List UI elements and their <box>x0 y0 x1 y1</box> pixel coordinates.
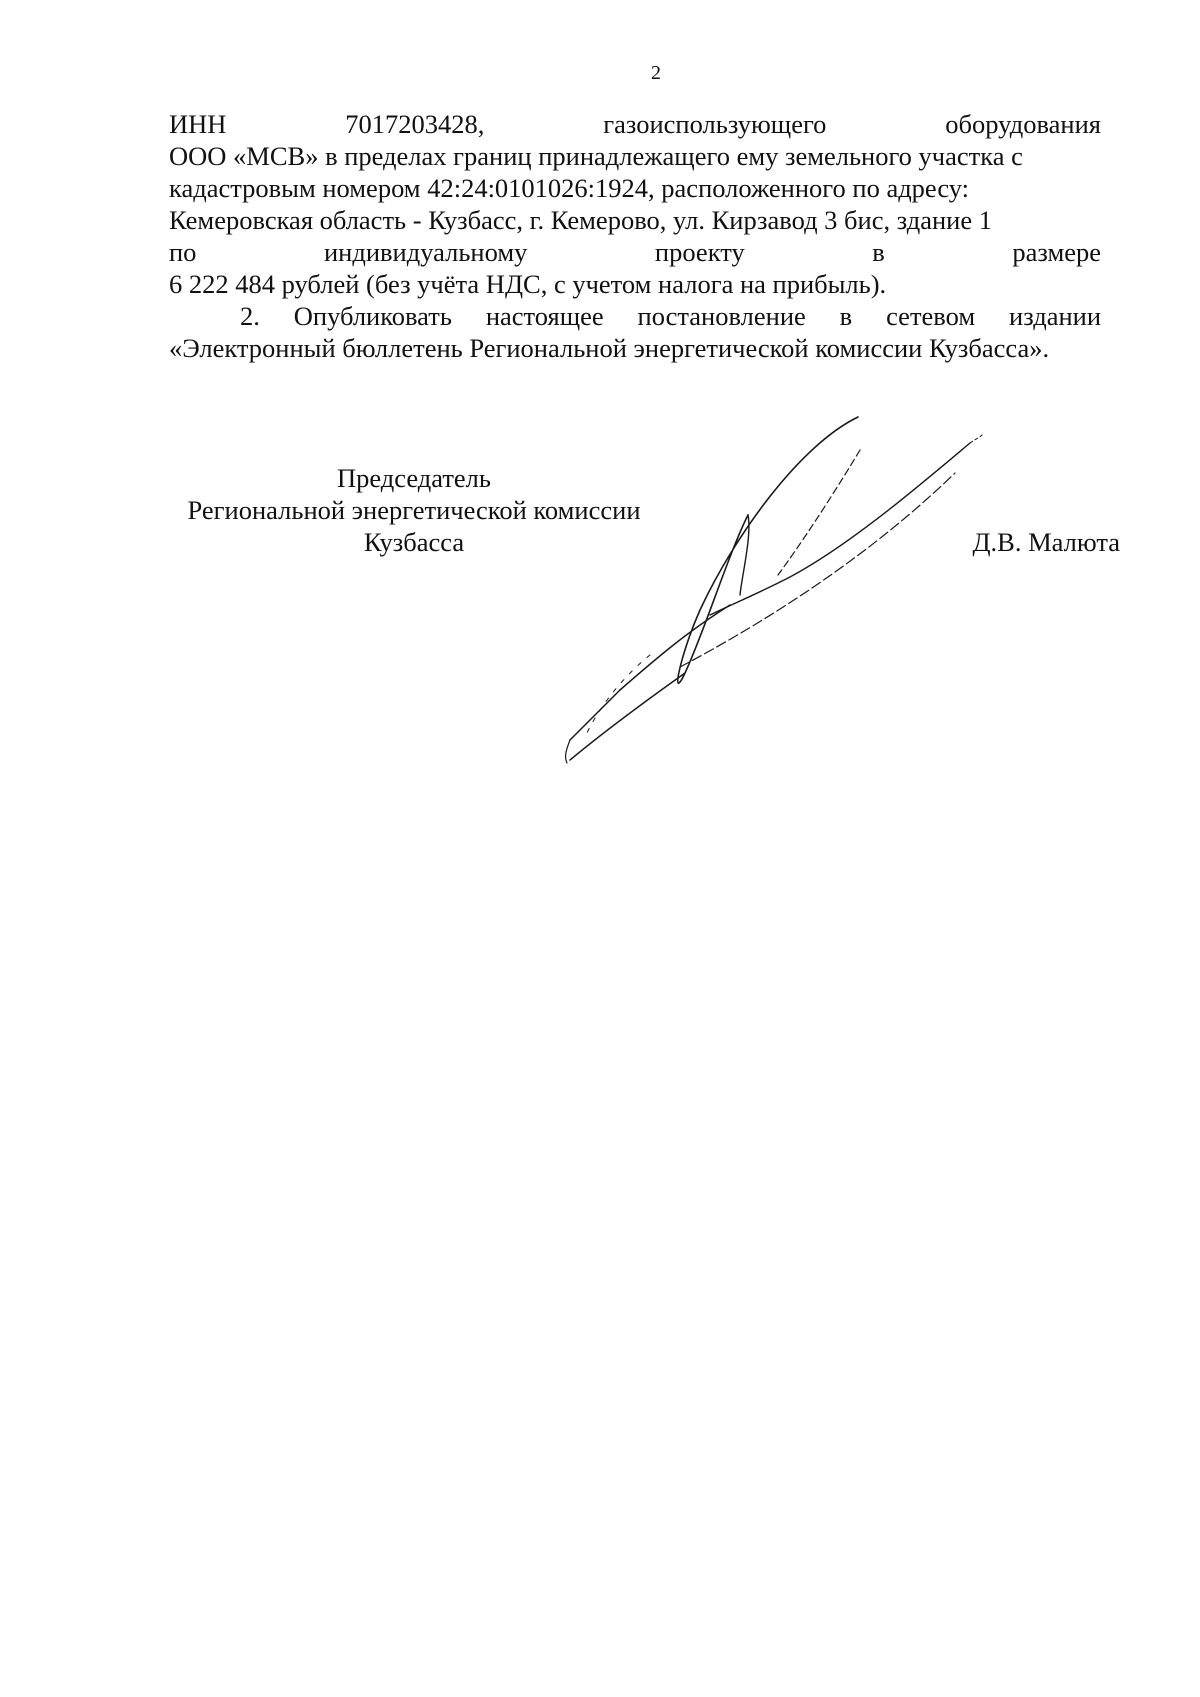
word-project: проекту <box>654 237 745 267</box>
paragraph-2: 2. Опубликовать настоящее постановление в сетевом издании «Электронный бюллетень Региональной энергетической комиссии Кузбасса». <box>169 301 1101 363</box>
text-line-spread <box>169 236 1101 268</box>
word-po: по <box>169 237 197 267</box>
signatory-title-line-3: Кузбасса <box>363 527 465 557</box>
text-line-content: Кемеровская область - Кузбасс, г. Кемерово, ул. Кирзавод 3 бис, здание 1 <box>169 205 992 235</box>
paragraph-1 <box>169 108 1101 300</box>
page-number: 2 <box>651 62 661 84</box>
text-line-content: ООО «МСВ» в пределах границ принадлежащего ему земельного участка с <box>169 141 1023 171</box>
text-line <box>169 172 1101 204</box>
word-v: в <box>872 237 885 267</box>
text-line-inn <box>169 108 1101 140</box>
text-line-amount: 6 222 484 рублей (без учёта НДС, с учетом налога на прибыль). <box>169 269 887 299</box>
text-line <box>169 204 1101 236</box>
text-line-content: кадастровым номером 42:24:0101026:1924, расположенного по адресу: <box>169 173 970 203</box>
word-inn: ИНН <box>169 109 227 139</box>
word-gas-using: газоиспользующего <box>603 109 827 139</box>
word-amount: размере <box>1012 237 1101 267</box>
word-individual: индивидуальному <box>324 237 528 267</box>
word-equipment: оборудования <box>945 109 1101 139</box>
signer-name: Д.В. Малюта <box>972 527 1120 557</box>
handwritten-signature <box>530 405 1000 790</box>
signatory-title-line-2: Региональной энергетической комиссии <box>187 495 641 525</box>
signatory-title-line-1: Председатель <box>337 463 491 493</box>
word-inn-number: 7017203428, <box>345 109 485 139</box>
document-body <box>169 108 1101 364</box>
text-line <box>169 140 1101 172</box>
